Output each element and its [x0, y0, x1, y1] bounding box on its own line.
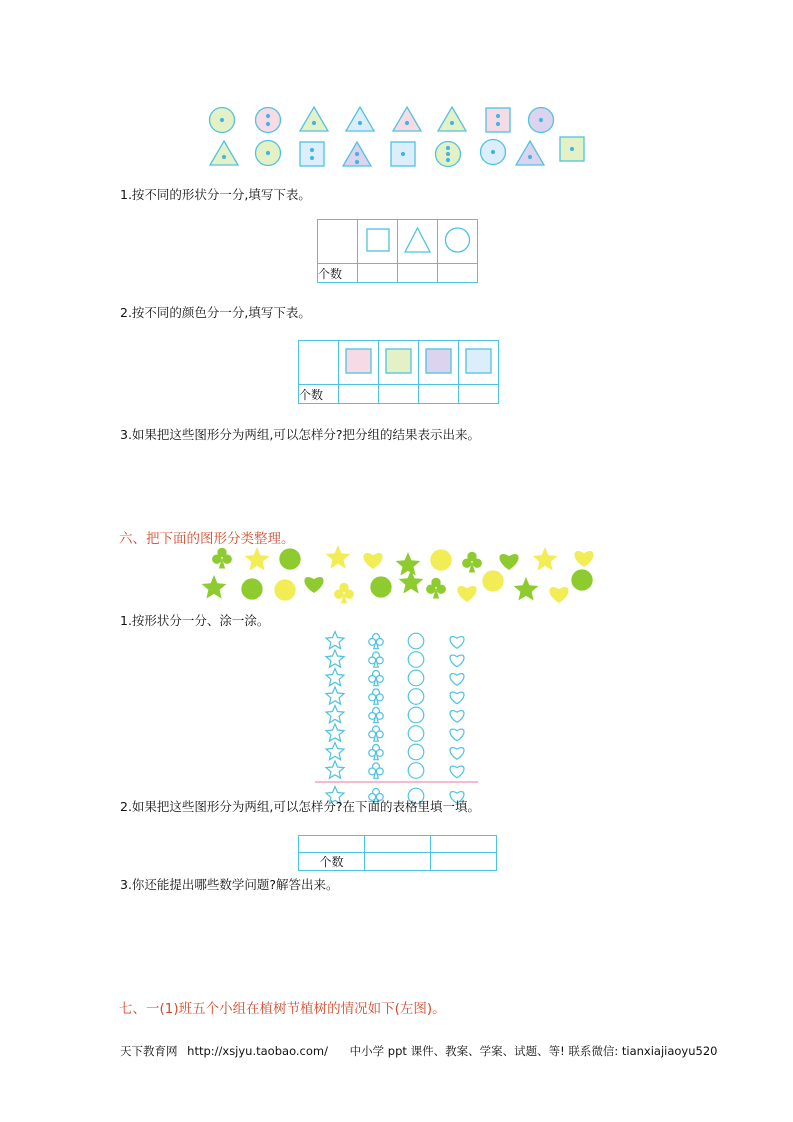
heart-outline-icon [450, 711, 464, 723]
club-outline-icon [369, 652, 383, 667]
heart-outline-icon [450, 729, 464, 741]
section-6-shapes-figure [0, 540, 793, 620]
shape-count-table [317, 219, 478, 283]
heart-figure [574, 551, 593, 567]
circle-outline-icon [408, 670, 424, 686]
dot [570, 147, 574, 151]
triangle-figure [210, 141, 238, 165]
heart-figure [363, 553, 382, 569]
heart-figure [499, 554, 518, 570]
circle-figure [279, 548, 300, 569]
triangle-figure [516, 141, 544, 165]
circle-figure [436, 142, 461, 167]
star-outline-icon [326, 724, 344, 741]
square-icon [367, 229, 389, 251]
tally-chart [0, 625, 793, 795]
section-6-heading: 六、把下面的图形分类整理。 [119, 531, 295, 547]
club-outline-icon [369, 763, 383, 778]
header-square [358, 220, 398, 264]
dot [266, 122, 270, 126]
heart-outline-icon [450, 766, 464, 778]
circle-figure [370, 576, 391, 597]
answer-cell[interactable] [339, 385, 379, 404]
answer-cell[interactable] [398, 264, 438, 283]
circle-figure [430, 549, 451, 570]
circle-figure [481, 140, 506, 165]
triangle-figure [438, 107, 466, 131]
header-green [379, 341, 419, 385]
triangle-figure [393, 107, 421, 131]
circle-outline-icon [408, 744, 424, 760]
star-figure [514, 577, 539, 601]
table-corner [299, 341, 339, 385]
dot [355, 152, 359, 156]
footer [120, 1043, 717, 1059]
club-outline-icon [369, 745, 383, 760]
answer-cell[interactable] [365, 853, 431, 871]
table-corner [318, 220, 358, 264]
circle-outline-icon [408, 763, 424, 779]
answer-cell[interactable] [358, 264, 398, 283]
star-outline-icon [326, 706, 344, 723]
dot [312, 121, 316, 125]
square-figure [560, 137, 584, 161]
club-figure [462, 552, 482, 573]
header-circle [438, 220, 478, 264]
club-figure [212, 548, 232, 569]
header-purple [419, 341, 459, 385]
dot [491, 150, 495, 154]
circle-icon [446, 228, 470, 252]
heart-outline-icon [450, 655, 464, 667]
dot [446, 146, 450, 150]
dot [222, 155, 226, 159]
club-outline-icon [369, 689, 383, 704]
circle-figure [210, 108, 235, 133]
star-outline-icon [326, 669, 344, 686]
question-5-3: 3.如果把这些图形分为两组,可以怎样分?把分组的结果表示出来。 [120, 427, 481, 442]
triangle-icon [210, 141, 238, 165]
dot [266, 114, 270, 118]
triangle-icon [438, 107, 466, 131]
dot [405, 121, 409, 125]
triangle-icon [405, 228, 430, 252]
dot [446, 152, 450, 156]
triangle-icon [393, 107, 421, 131]
heart-outline-icon [450, 637, 464, 649]
header-blue [459, 341, 499, 385]
dot [220, 118, 224, 122]
square-figure [391, 142, 415, 166]
club-outline-icon [369, 671, 383, 686]
circle-outline-icon [408, 652, 424, 668]
circle-figure [256, 108, 281, 133]
dot [358, 121, 362, 125]
triangle-figure [343, 142, 371, 166]
question-6-2: 2.如果把这些图形分为两组,可以怎样分?在下面的表格里填一填。 [120, 799, 481, 814]
square-icon [486, 108, 510, 132]
question-6-1: 1.按形状分一分、涂一涂。 [120, 613, 270, 628]
star-outline-icon [326, 650, 344, 667]
dot [355, 160, 359, 164]
heart-outline-icon [450, 748, 464, 760]
footer-site: 天下教育网 [120, 1044, 178, 1058]
group-cell[interactable] [365, 836, 431, 853]
star-figure [326, 545, 351, 569]
dot [266, 151, 270, 155]
club-figure [426, 578, 446, 599]
club-outline-icon [369, 634, 383, 649]
square-icon [300, 142, 324, 166]
answer-cell[interactable] [459, 385, 499, 404]
star-outline-icon [326, 632, 344, 649]
answer-cell[interactable] [419, 385, 459, 404]
circle-figure [529, 108, 554, 133]
square-figure [300, 142, 324, 166]
footer-ad: 中小学 ppt 课件、教案、学案、试题、等! 联系微信: tianxiajiaoyu520 [349, 1044, 718, 1058]
group-cell[interactable] [431, 836, 497, 853]
circle-figure [482, 570, 503, 591]
answer-cell[interactable] [438, 264, 478, 283]
green-square-icon [386, 349, 411, 373]
purple-square-icon [426, 349, 451, 373]
section-7-heading: 七、一(1)班五个小组在植树节植树的情况如下(左图)。 [119, 1001, 446, 1017]
circle-outline-icon [408, 689, 424, 705]
circle-outline-icon [408, 726, 424, 742]
dot [310, 156, 314, 160]
header-pink [339, 341, 379, 385]
star-outline-icon [326, 687, 344, 704]
star-figure [533, 547, 558, 571]
club-outline-icon [369, 726, 383, 741]
dot [401, 152, 405, 156]
star-outline-icon [326, 743, 344, 760]
dot [496, 122, 500, 126]
blue-square-icon [466, 349, 491, 373]
answer-cell[interactable] [431, 853, 497, 871]
triangle-figure [346, 107, 374, 131]
pink-square-icon [346, 349, 371, 373]
color-count-table [298, 340, 499, 404]
circle-outline-icon [408, 707, 424, 723]
answer-cell[interactable] [379, 385, 419, 404]
top-shapes-figure [0, 0, 793, 180]
star-outline-icon [326, 761, 344, 778]
two-group-table [298, 835, 497, 871]
row-label: 个数 [318, 264, 358, 283]
header-triangle [398, 220, 438, 264]
dot [539, 118, 543, 122]
dot [446, 158, 450, 162]
question-5-2: 2.按不同的颜色分一分,填写下表。 [120, 305, 311, 320]
heart-outline-icon [450, 674, 464, 686]
question-5-1: 1.按不同的形状分一分,填写下表。 [120, 187, 311, 202]
club-figure [334, 583, 354, 604]
question-6-3: 3.你还能提出哪些数学问题?解答出来。 [120, 877, 339, 892]
star-figure [396, 552, 421, 576]
triangle-icon [300, 107, 328, 131]
dot [450, 121, 454, 125]
star-figure [245, 547, 270, 571]
row-label: 个数 [299, 385, 339, 404]
dot [310, 148, 314, 152]
circle-figure [274, 579, 295, 600]
circle-figure [241, 578, 262, 599]
square-figure [486, 108, 510, 132]
heart-figure [304, 577, 323, 593]
triangle-icon [346, 107, 374, 131]
dot [496, 114, 500, 118]
club-outline-icon [369, 708, 383, 723]
circle-icon [256, 108, 281, 133]
row-label: 个数 [299, 853, 365, 871]
heart-figure [457, 586, 476, 602]
footer-url[interactable]: http://xsjyu.taobao.com/ [187, 1044, 328, 1058]
heart-outline-icon [450, 692, 464, 704]
circle-figure [256, 141, 281, 166]
circle-figure [571, 569, 592, 590]
dot [528, 155, 532, 159]
triangle-figure [300, 107, 328, 131]
circle-outline-icon [408, 633, 424, 649]
star-figure [202, 575, 227, 599]
heart-figure [549, 587, 568, 603]
triangle-icon [516, 141, 544, 165]
table-corner [299, 836, 365, 853]
